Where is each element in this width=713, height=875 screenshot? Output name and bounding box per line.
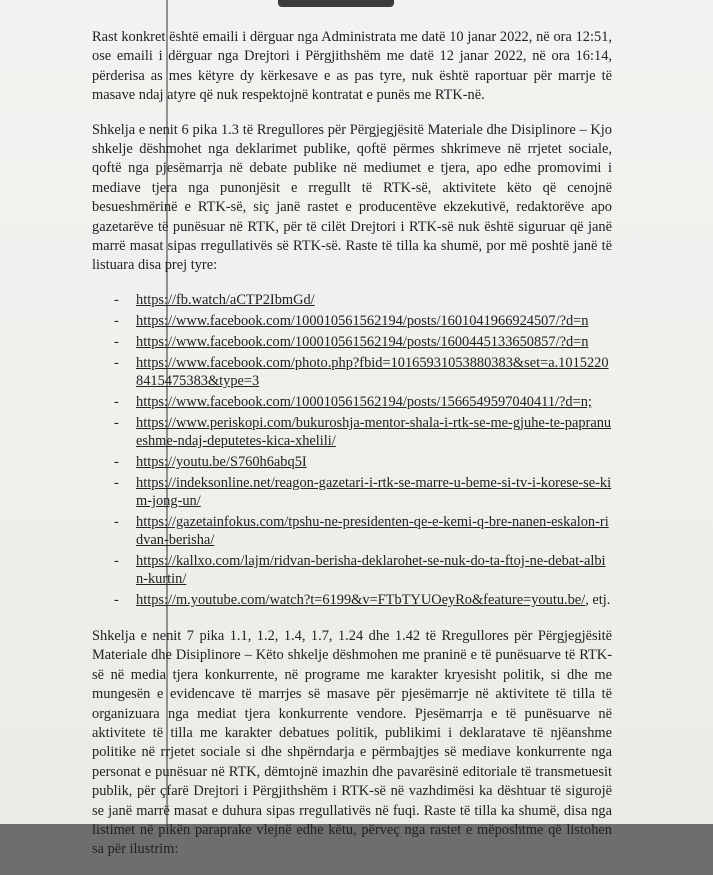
paragraph-1: Rast konkret është emaili i dërguar nga Administrata me datë 10 janar 2022, në ora 12:51, ose emaili i dërguar nga Drejtori i Përgjithshëm me datë 12 janar 2022, në ora 16:14, përderisa as mes këtyre dy kërkesave e as pas tyre, nuk është raportuar për marrje të masave ndaj atyre që nuk respektojnë kontratat e punës me RTK-në. — [92, 29, 612, 104]
list-item — [92, 333, 612, 351]
list-dash: - — [114, 552, 119, 569]
list-item — [92, 291, 612, 309]
link[interactable]: https://m.youtube.com/watch?t=6199&v=FTbTYUOeyRo&feature=youtu.be/ — [136, 591, 586, 608]
list-dash: - — [114, 513, 119, 530]
list-item — [92, 552, 612, 588]
link[interactable]: https://www.facebook.com/100010561562194/posts/1601041966924507/?d=n — [136, 312, 589, 329]
link[interactable]: https://www.periskopi.com/bukuroshja-mentor-shala-i-rtk-se-me-gjuhe-te-papranueshme-ndaj-deputetes-kica-xhelili/ — [136, 414, 612, 449]
link-list — [92, 291, 612, 609]
link[interactable]: https://www.facebook.com/photo.php?fbid=10165931053880383&set=a.10152208415475383&type=3 — [136, 354, 609, 389]
paragraph-3: Shkelja e nenit 7 pika 1.1, 1.2, 1.4, 1.7, 1.24 dhe 1.42 të Rregullores për Përgjegjësitë Materiale dhe Disiplinore – Këto shkelje dëshmohen me praninë e të punësuarve të RTK-së në media tjera konkurrente, në programe me karakter kryesisht politik, si dhe me mungesën e evidencave të marrjes së masave për pjesëmarrje në aktivitete të tilla të organizuara nga mediat tjera konkurrente vendore. Pjesëmarrja e të punësuarve në aktivitete të tilla me karakter debatues politik, publikimi i deklaratave të njëanshme politike në rrjetet sociale si dhe shpërndarja e përmbajtjes së mediave konkurrente nga personat e punësuar në RTK, dëmtojnë imazhin dhe pavarësinë editoriale të transmetuesit publik, për çfarë Drejtori i Përgjithshëm i RTK-së në vazhdimësi ka dështuar të sigurojë se janë marrë masat e duhura sipas rregullativës në fuqi. Raste të tilla ka shumë, disa nga listimet në pikën paraprake vlejnë edhe këtu, përveç nga rastet e mëposhtme që listohen sa për ilustrim: — [92, 627, 612, 858]
list-dash: - — [114, 333, 119, 350]
list-item — [92, 453, 612, 471]
list-item — [92, 354, 612, 390]
link[interactable]: https://indeksonline.net/reagon-gazetari-i-rtk-se-marre-u-beme-si-tv-i-korese-se-kim-jong-un/ — [136, 474, 612, 509]
list-dash: - — [114, 453, 119, 470]
list-item — [92, 312, 612, 330]
list-dash: - — [114, 312, 119, 329]
list-suffix: , etj. — [585, 591, 611, 608]
list-dash: - — [114, 291, 119, 308]
list-dash: - — [114, 591, 119, 608]
link[interactable]: https://gazetainfokus.com/tpshu-ne-presidenten-qe-e-kemi-q-bre-nanen-eskalon-ridvan-berisha/ — [136, 513, 609, 548]
list-item — [92, 414, 612, 450]
list-item — [92, 474, 612, 510]
link[interactable]: https://fb.watch/aCTP2IbmGd/ — [136, 291, 315, 308]
window-top-tab — [278, 0, 394, 7]
link[interactable]: https://kallxo.com/lajm/ridvan-berisha-deklarohet-se-nuk-do-ta-ftoj-ne-debat-albin-kurtin/ — [136, 552, 606, 587]
link[interactable]: https://youtu.be/S760h6abq5I — [136, 453, 307, 470]
link[interactable]: https://www.facebook.com/100010561562194/posts/1600445133650857/?d=n — [136, 333, 589, 350]
list-item — [92, 513, 612, 549]
list-dash: - — [114, 414, 119, 431]
paragraph-2: Shkelja e nenit 6 pika 1.3 të Rregullores për Përgjegjësitë Materiale dhe Disiplinore – Kjo shkelje dëshmohet nga deklarimet publike, qoftë përmes shkrimeve në rrjetet sociale, qoftë nga pjesëmarrja në debate publike në mediumet e tjera, apo edhe promovimi i mediave tjera nga punonjësit e rregullt të RTK-së, aktivitete këto që cenojnë besueshmërinë e RTK-së, siç janë rastet e producentëve ekzekutivë, redaktorëve apo gazetarëve të punësuar në RTK, për të cilët Drejtori i RTK-së nuk është siguruar që janë marrë masat sipas rregullativës së RTK-së. Raste të tilla ka shumë, por më poshtë janë të listuara disa prej tyre: — [92, 121, 612, 274]
list-dash: - — [114, 354, 119, 371]
list-dash: - — [114, 474, 119, 491]
document-body — [92, 28, 612, 875]
list-item — [92, 591, 612, 609]
list-item — [92, 393, 612, 411]
link[interactable]: https://www.facebook.com/100010561562194/posts/1566549597040411/?d=n; — [136, 393, 592, 410]
list-dash: - — [114, 393, 119, 410]
